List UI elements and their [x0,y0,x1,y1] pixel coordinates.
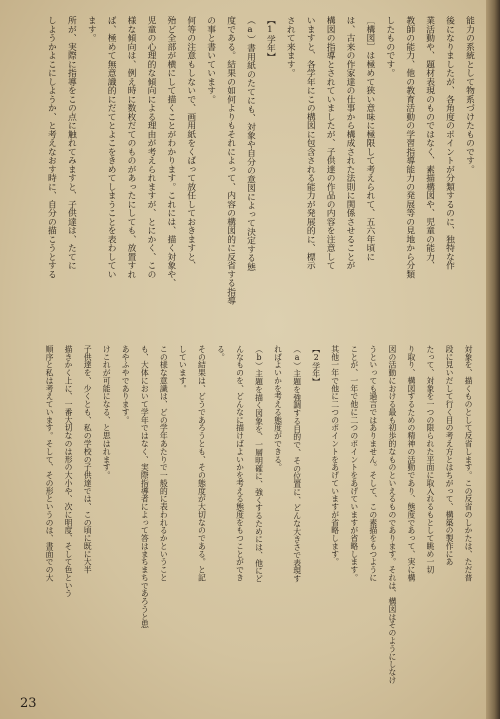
text-line: 順序と私は考えています。そして、その形というのは、書面での大 [45,345,55,582]
text-line: されて来ます。 [284,16,295,78]
text-line: あやふやであります。 [121,345,131,424]
book-spine-shadow [486,0,500,719]
text-line: ればよいかを考える態度ができる。 [273,345,283,472]
text-line: しています。 [178,345,188,393]
text-line: 教師の能力、他の教育活動の学習指導能力の発展等の見地から分類 [404,16,415,279]
text-line: 業活動や、題材表現のものではなく、素描構図や、児童の能力、 [424,16,435,270]
text-line: （a）書用紙のたてにも、対象や自分の意図によって決定する態 [244,16,255,271]
text-line: 其他一年で他に二つのポイントをあげていますが省略します。 [330,345,340,566]
text-line: 【2学年】 [311,345,321,386]
text-line: （b）主題を描く図象を、一層明確に、強くするためには、他にど [254,345,264,583]
text-line: 能力の系統として物系づけたものです。 [463,16,474,174]
text-line: ことが、一年で他に二つのポイントをあげていますが省略します。 [349,345,359,582]
text-line: 所が、実際に指導をこの点に触れてみますと、子供達は、たてに [65,16,76,270]
text-line: んなものを、どんなに描けばよいかを考える態度をもつことができ [235,345,245,582]
text-line: ます。 [85,16,96,43]
text-line: しようかよこにしようか、と考えなおす時に、自分の描こうとする [45,16,56,279]
text-line: は、古来の作家達の仕事から構成された法則に関係させることが [344,16,355,270]
text-line: り取り、構図するための精神の活動であり、態度であって、実に構 [406,345,416,582]
text-line: 対象を、描くものとして反省します。この反省のしかたは、ただ普 [464,345,474,582]
text-line: けこれが可能になる、と思はれます。 [102,345,112,479]
top-text-block [40,16,478,316]
text-line: 子供達を、少くとも、私の学校の子供達では、この頃に既に大半 [83,345,93,574]
text-line: 〔構図〕は極めて狭い意味に極限して考えられて、五六年頃に [364,16,375,261]
text-line: いますと、各学年にこの構図に包含される能力が発展的に、標示 [304,16,315,270]
page-number: 23 [20,696,37,711]
text-line: 様な傾向は、例え時に数枚だてのものがあったにしても、放置すれ [125,16,136,279]
text-line: この様な意識は、どの学年あたりで一般的に表われるかということ [159,345,169,582]
text-line: 度である。結果の如何よりもそれによって、内容の構図的に反省する指導 [225,16,236,305]
text-line: （a）主題を強調する目的で、その位置に、どんな大きさで表現す [292,345,302,583]
text-line: たって、対象を一つの限られた平面に取入れるもとして眺め一切 [425,345,435,574]
text-line: 【1学年】 [264,16,275,61]
text-line: したものです。 [384,16,395,78]
text-line: うといっても過言ではありません。そして、この素描をもつように [368,345,378,582]
text-line: 何等の注意もしないで、画用紙をくばって放任しておきますと、 [185,16,196,270]
text-line: 描きかく上に、一番大切なのは形の大小や、次に明度、そして色という [64,345,74,598]
text-line: 構図の指導とされていましたが、子供達の作品の内容を注意して [324,16,335,270]
bottom-text-block [40,345,478,685]
text-line: ば、極めて無意識的にだてとよこをきめてしまうことを表わしてい [105,16,116,279]
text-line: の事と書いています。 [205,16,216,104]
text-line: 児童の心理的な傾向による理由が考えられますが、とにかく、この [145,16,156,279]
text-line: 後になりましたが、各角度のポイントが分類するのに、独特な作 [444,16,455,270]
text-line: も、大体において学年ではなく、実際指導者によって答はまちまちであろうと思 [140,345,150,629]
text-line: 段に見いだして行く目の考え方とはちがって、構築の製作にあ [445,345,455,566]
text-line: 図の活動における最も初歩的なものといえるものであります。それは、構図はそのようにしなけ [387,345,397,684]
text-line: その結果は、どうであろうとも、その態度が大切なのである。と記 [197,345,207,582]
text-line: 殆ど全部が横にして描くことがわかります。これには、描く対象や、 [165,16,176,288]
text-line: る。 [216,345,226,361]
